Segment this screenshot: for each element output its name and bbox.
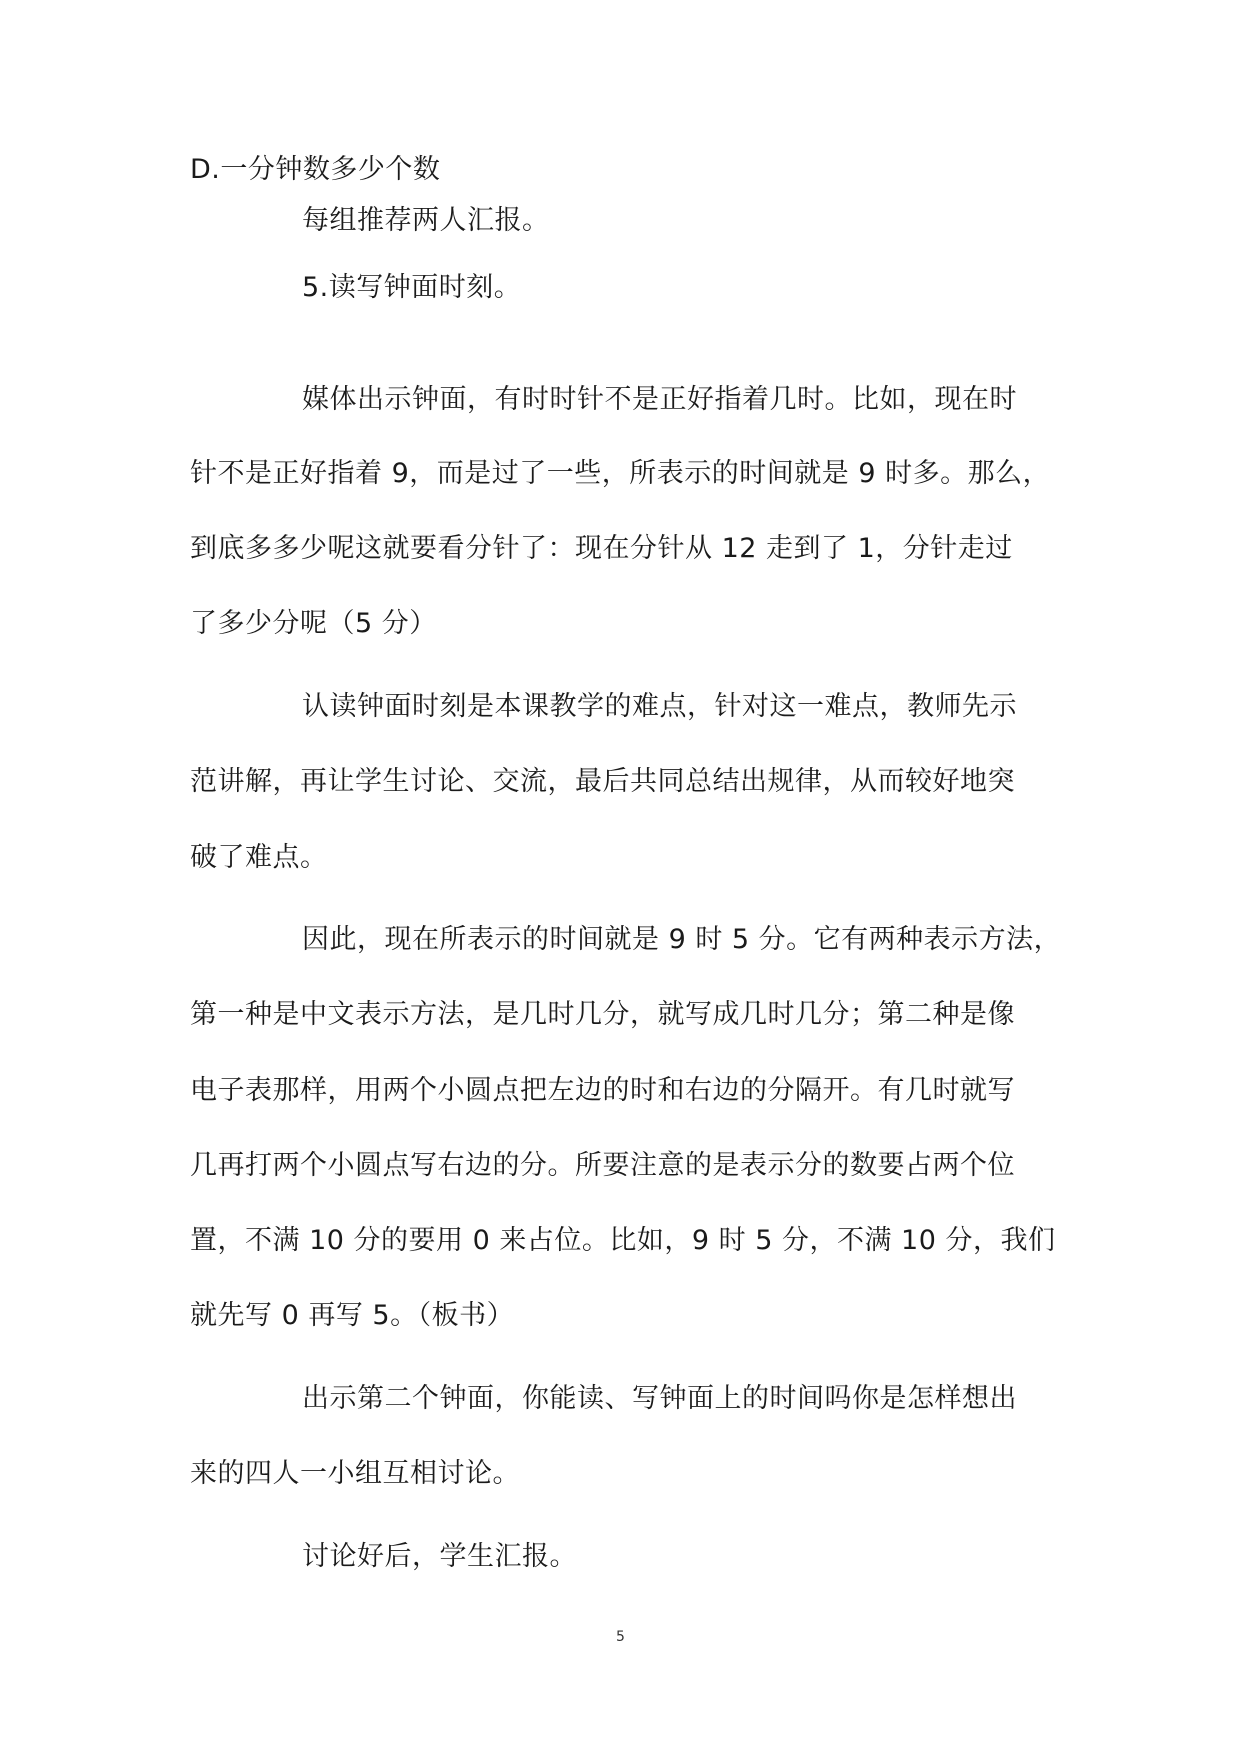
text-line-14: 几再打两个小圆点写右边的分。所要注意的是表示分的数要占两个位 <box>190 1150 1015 1181</box>
text-line-8: 认读钟面时刻是本课教学的难点，针对这一难点，教师先示 <box>302 691 1017 722</box>
page-number: 5 <box>616 1629 625 1645</box>
text-line-9: 范讲解，再让学生讨论、交流，最后共同总结出规律，从而较好地突 <box>190 766 1015 797</box>
text-line-2: 每组推荐两人汇报。 <box>302 205 550 236</box>
text-line-3: 5.读写钟面时刻。 <box>302 272 522 303</box>
text-line-5: 针不是正好指着 9，而是过了一些，所表示的时间就是 9 时多。那么， <box>190 458 1051 489</box>
text-line-7: 了多少分呢（5 分） <box>190 608 437 639</box>
text-line-15: 置，不满 10 分的要用 0 来占位。比如，9 时 5 分，不满 10 分，我们 <box>190 1225 1056 1256</box>
text-line-12: 第一种是中文表示方法，是几时几分，就写成几时几分；第二种是像 <box>190 999 1015 1030</box>
text-line-19: 讨论好后，学生汇报。 <box>302 1541 577 1572</box>
text-line-4: 媒体出示钟面，有时时针不是正好指着几时。比如，现在时 <box>302 384 1017 415</box>
text-line-11: 因此，现在所表示的时间就是 9 时 5 分。它有两种表示方法， <box>302 924 1062 955</box>
text-line-6: 到底多多少呢这就要看分针了：现在分针从 12 走到了 1，分针走过 <box>190 533 1013 564</box>
text-line-18: 来的四人一小组互相讨论。 <box>190 1458 520 1489</box>
text-line-17: 出示第二个钟面，你能读、写钟面上的时间吗你是怎样想出 <box>302 1383 1017 1414</box>
text-line-13: 电子表那样，用两个小圆点把左边的时和右边的分隔开。有几时就写 <box>190 1075 1015 1106</box>
text-line-1: D.一分钟数多少个数 <box>190 154 441 185</box>
text-line-16: 就先写 0 再写 5。（板书） <box>190 1300 515 1331</box>
text-line-10: 破了难点。 <box>190 842 328 873</box>
